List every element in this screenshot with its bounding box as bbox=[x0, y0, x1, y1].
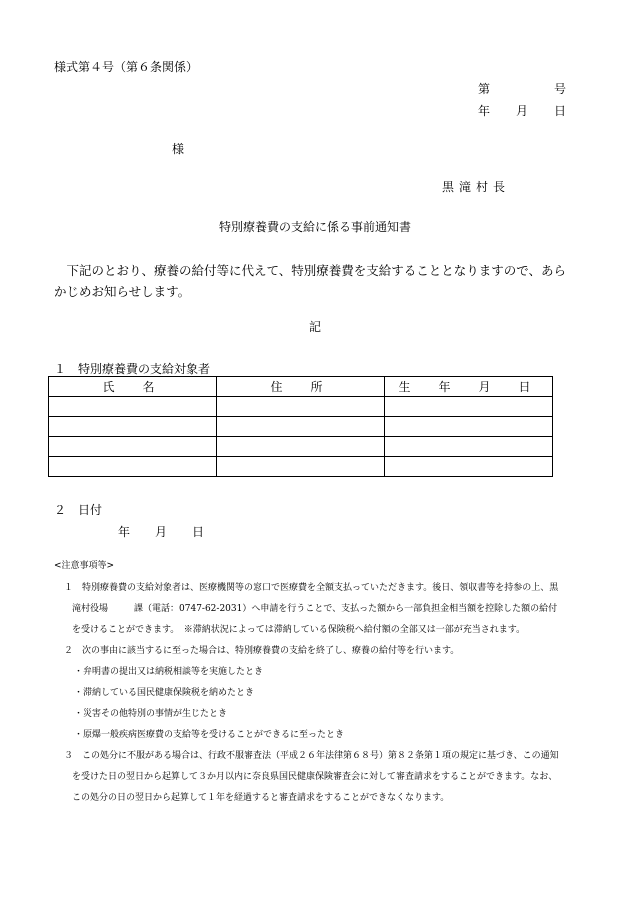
cell-name[interactable] bbox=[49, 437, 217, 457]
addressee: 様 bbox=[172, 142, 185, 156]
date-day: 日 bbox=[553, 104, 566, 118]
cell-name[interactable] bbox=[49, 457, 217, 477]
table-row bbox=[49, 457, 553, 477]
section1-heading: １ 特別療養費の支給対象者 bbox=[54, 362, 211, 376]
note-1-line-2 bbox=[72, 601, 557, 614]
section2-heading: ２ 日付 bbox=[54, 503, 103, 517]
date-year: 年 bbox=[478, 104, 491, 118]
note-3-line-1: ３ この処分に不服がある場合は、行政不服審査法（平成２６年法律第６８号）第８２条第１項の規定に基づき、この通知 bbox=[64, 751, 559, 761]
notes-heading: <注意事項等> bbox=[54, 561, 115, 571]
document-number bbox=[478, 80, 566, 97]
body-text: 下記のとおり、療養の給付等に代えて、特別療養費を支給することとなりますので、あらかじめお知らせします。 bbox=[54, 263, 567, 299]
column-address: 住 所 bbox=[217, 377, 385, 397]
table-row bbox=[49, 417, 553, 437]
notice-day: 日 bbox=[191, 525, 204, 539]
issuer: 黒滝村長 bbox=[442, 180, 511, 194]
note-1-line-3: を受けることができます。 ※滞納状況によっては滞納している保険税へ給付額の全部又は一部が充当されます。 bbox=[72, 625, 526, 635]
note-2-bullet: ・災害その他特別の事情が生じたとき bbox=[74, 709, 228, 719]
note-3-line-2: を受けた日の翌日から起算して３か月以内に奈良県国民健康保険審査会に対して審査請求をすることができます。なお、 bbox=[72, 772, 558, 782]
note-3-line-3: この処分の日の翌日から起算して１年を経過すると審査請求をすることができなくなります。 bbox=[72, 793, 450, 803]
number-suffix: 号 bbox=[553, 82, 566, 96]
note-1-office: 滝村役場 bbox=[72, 604, 109, 614]
cell-address[interactable] bbox=[217, 457, 385, 477]
table-row bbox=[49, 437, 553, 457]
note-1-line-1: １ 特別療養費の支給対象者は、医療機関等の窓口で医療費を全額支払っていただきます。後日、領収書等を持参の上、黒 bbox=[64, 583, 559, 593]
cell-name[interactable] bbox=[49, 417, 217, 437]
issue-date bbox=[478, 102, 566, 119]
form-label: 様式第４号（第６条関係） bbox=[54, 60, 199, 74]
cell-birthdate[interactable] bbox=[385, 457, 553, 477]
note-1-office-detail: 課（電話：0747-62-2031）へ申請を行うことで、支払った額から一部負担金相当額を控除した額の給付 bbox=[134, 604, 558, 614]
cell-birthdate[interactable] bbox=[385, 417, 553, 437]
cell-name[interactable] bbox=[49, 397, 217, 417]
column-birthdate: 生 年 月 日 bbox=[385, 377, 553, 397]
note-2-bullet: ・弁明書の提出又は納税相談等を実施したとき bbox=[74, 667, 264, 677]
notice-date bbox=[118, 523, 204, 540]
cell-address[interactable] bbox=[217, 437, 385, 457]
note-2-bullet: ・滞納している国民健康保険税を納めたとき bbox=[74, 688, 255, 698]
document-title: 特別療養費の支給に係る事前通知書 bbox=[218, 220, 411, 234]
number-prefix: 第 bbox=[478, 82, 491, 96]
cell-address[interactable] bbox=[217, 397, 385, 417]
notice-year: 年 bbox=[118, 525, 131, 539]
cell-birthdate[interactable] bbox=[385, 397, 553, 417]
table-row bbox=[49, 397, 553, 417]
date-month: 月 bbox=[515, 104, 528, 118]
cell-birthdate[interactable] bbox=[385, 437, 553, 457]
table-header-row bbox=[49, 377, 553, 397]
note-2-bullet: ・原爆一般疾病医療費の支給等を受けることができるに至ったとき bbox=[74, 730, 345, 740]
cell-address[interactable] bbox=[217, 417, 385, 437]
column-name: 氏 名 bbox=[49, 377, 217, 397]
note-2: ２ 次の事由に該当するに至った場合は、特別療養費の支給を終了し、療養の給付等を行います。 bbox=[64, 646, 460, 656]
subjects-table bbox=[48, 376, 553, 477]
notice-month: 月 bbox=[154, 525, 167, 539]
ki-marker: 記 bbox=[308, 320, 321, 334]
